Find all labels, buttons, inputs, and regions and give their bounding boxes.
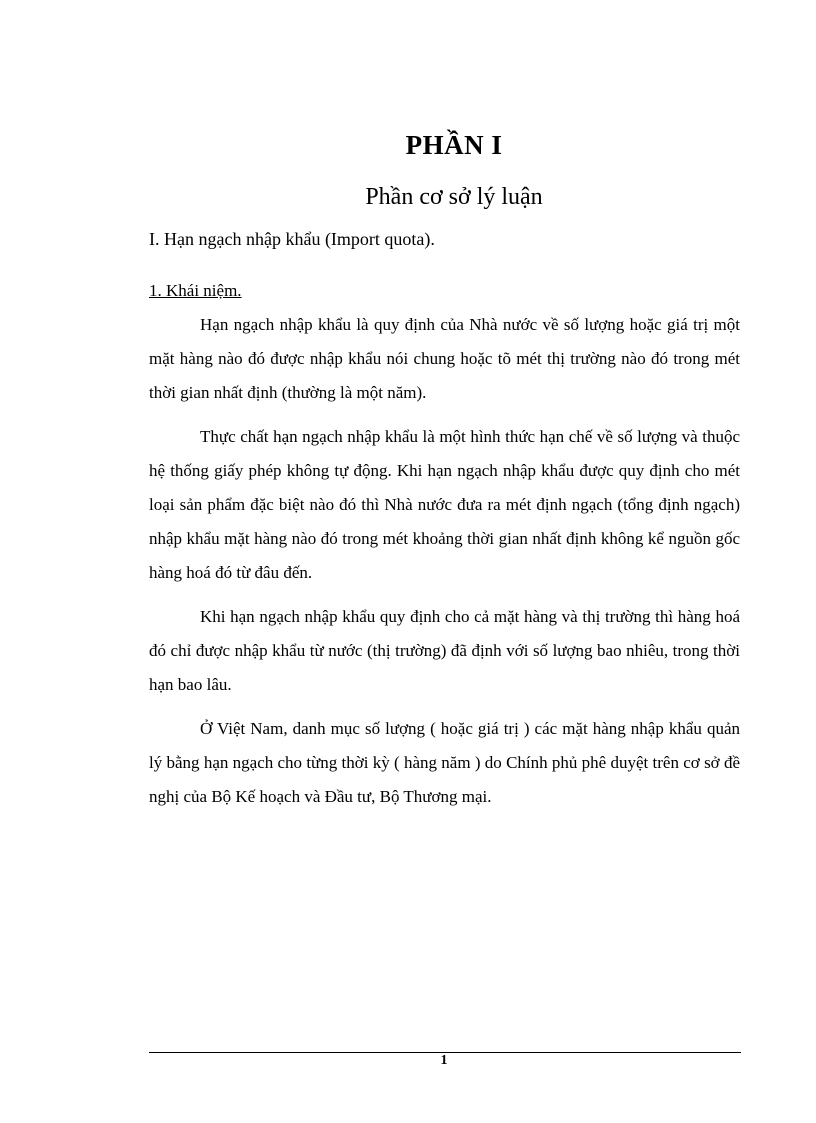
sub-heading: 1. Khái niệm.: [149, 281, 242, 300]
part-subtitle: Phần cơ sở lý luận: [365, 184, 543, 210]
body-text: [149, 308, 740, 824]
paragraph-vietnam: Ở Việt Nam, danh mục số lượng ( hoặc giá trị ) các mặt hàng nhập khẩu quản lý bằng hạn ngạch cho từng thời kỳ ( hàng năm ) do Chính phủ phê duyệt trên cơ sở đề nghị của Bộ Kế hoạch và Đầu tư, Bộ Thương mại.: [149, 719, 740, 806]
paragraph-market-quota: Khi hạn ngạch nhập khẩu quy định cho cả mặt hàng và thị trường thì hàng hoá đó chỉ được nhập khẩu từ nước (thị trường) đã định với số lượng bao nhiêu, trong thời hạn bao lâu.: [149, 607, 740, 694]
paragraph-essence: Thực chất hạn ngạch nhập khẩu là một hình thức hạn chế về số lượng và thuộc hệ thống giấy phép không tự động. Khi hạn ngạch nhập khẩu được quy định cho mét loại sản phẩm đặc biệt nào đó thì Nhà nước đưa ra mét định ngạch (tổng định ngạch) nhập khẩu mặt hàng nào đó trong mét khoảng thời gian nhất định không kể nguồn gốc hàng hoá đó từ đâu đến.: [149, 427, 740, 582]
page-number: 1: [440, 1053, 448, 1068]
section-heading: I. Hạn ngạch nhập khẩu (Import quota).: [149, 229, 435, 249]
paragraph-definition: Hạn ngạch nhập khẩu là quy định của Nhà nước về số lượng hoặc giá trị một mặt hàng nào đó được nhập khẩu nói chung hoặc tõ mét thị trường nào đó trong mét thời gian nhất định (thường là một năm).: [149, 315, 740, 402]
part-title: PHẦN I: [405, 130, 503, 160]
